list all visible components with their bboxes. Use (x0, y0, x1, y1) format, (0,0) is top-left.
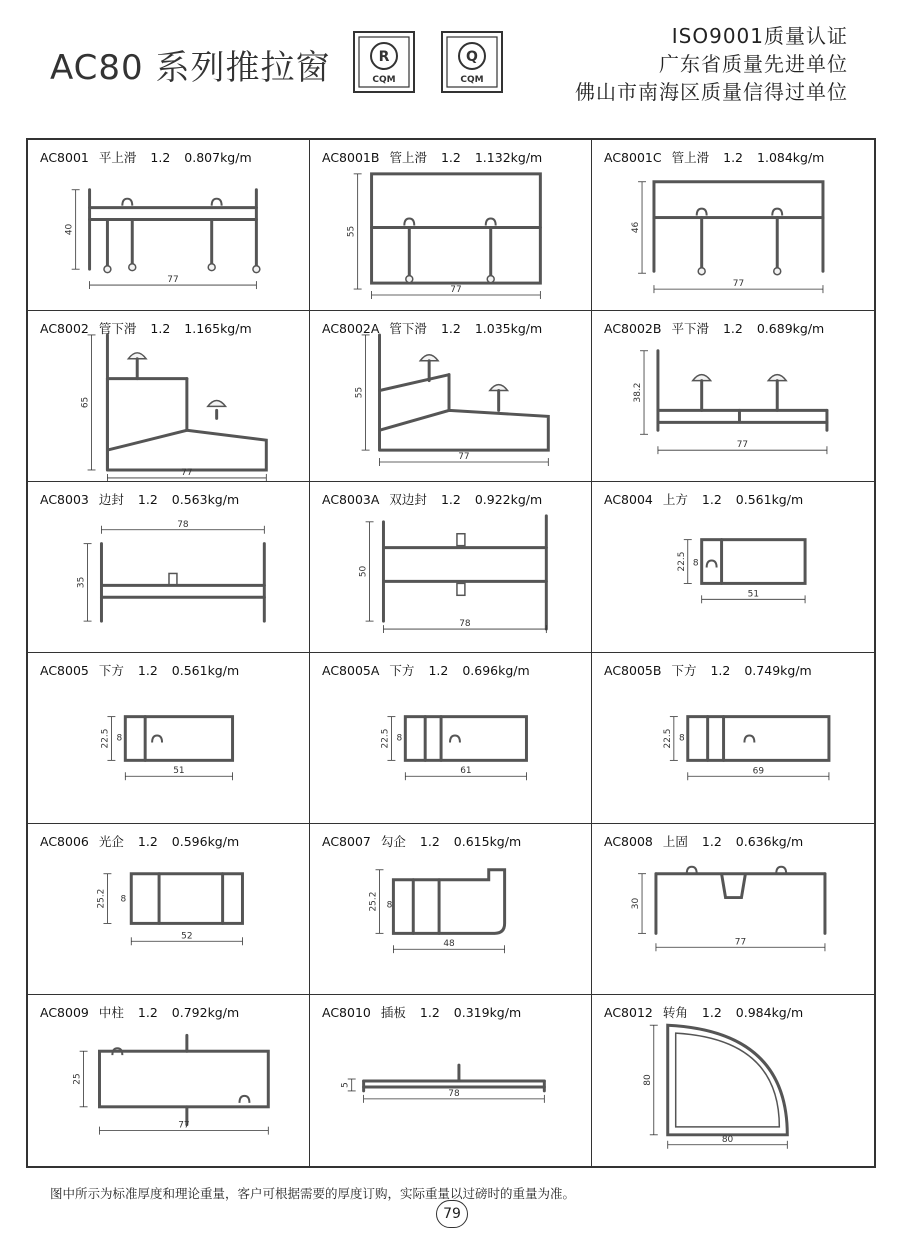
profile-code: AC8007 (322, 834, 371, 849)
svg-text:22.5: 22.5 (100, 728, 111, 749)
profile-weight: 0.807kg/m (184, 150, 252, 165)
profile-drawing (592, 482, 874, 652)
profile-name: 管上滑 (671, 150, 710, 165)
profile-cell (28, 311, 310, 482)
svg-text:22.5: 22.5 (380, 728, 391, 749)
profile-thickness: 1.2 (428, 663, 449, 678)
profile-weight: 0.689kg/m (756, 321, 825, 336)
profile-thickness: 1.2 (723, 150, 744, 165)
profile-drawing (28, 482, 309, 652)
cqm-r-logo (352, 30, 416, 94)
profile-code: AC8008 (604, 834, 653, 849)
profile-code: AC8001 (40, 150, 89, 165)
profile-thickness: 1.2 (150, 321, 171, 336)
profile-drawing (592, 140, 874, 310)
profile-drawing (310, 482, 591, 652)
profile-thickness: 1.2 (440, 321, 461, 336)
svg-text:51: 51 (747, 589, 760, 600)
svg-text:38.2: 38.2 (633, 382, 644, 403)
svg-text:5: 5 (340, 1082, 351, 1088)
profile-code: AC8009 (40, 1005, 89, 1020)
profile-thickness: 1.2 (419, 1005, 440, 1020)
profile-code: AC8005A (322, 663, 380, 678)
profile-name: 上方 (662, 492, 688, 507)
profile-thickness: 1.2 (137, 492, 158, 507)
svg-text:8: 8 (396, 733, 403, 744)
svg-text:77: 77 (736, 440, 749, 451)
profile-drawing (310, 653, 591, 823)
svg-text:78: 78 (459, 619, 471, 630)
svg-text:77: 77 (734, 937, 747, 948)
profile-name: 下方 (671, 663, 697, 678)
profile-weight: 0.561kg/m (171, 663, 240, 678)
svg-text:22.5: 22.5 (662, 728, 673, 749)
profile-weight: 0.319kg/m (453, 1005, 522, 1020)
profile-name: 插板 (380, 1005, 406, 1020)
certifications (575, 22, 848, 106)
svg-text:25.2: 25.2 (96, 888, 107, 909)
profile-drawing (592, 653, 874, 823)
svg-text:78: 78 (448, 1088, 460, 1099)
cqm-q-logo (440, 30, 504, 94)
profile-name: 平上滑 (98, 150, 137, 165)
profile-code: AC8005B (604, 663, 662, 678)
profile-cell (592, 995, 874, 1166)
profile-cell (592, 653, 874, 824)
profile-weight: 0.792kg/m (171, 1005, 240, 1020)
profile-weight: 0.984kg/m (735, 1005, 804, 1020)
svg-text:8: 8 (116, 733, 123, 744)
profile-name: 勾企 (380, 834, 406, 849)
profile-drawing (28, 140, 309, 310)
page-title: AC80 系列推拉窗 (50, 48, 331, 88)
profile-name: 中柱 (98, 1005, 124, 1020)
profile-weight: 0.636kg/m (735, 834, 804, 849)
profile-weight: 1.084kg/m (757, 150, 825, 165)
svg-text:22.5: 22.5 (676, 551, 687, 572)
profile-drawing (310, 311, 591, 481)
profile-name: 边封 (98, 492, 124, 507)
svg-text:65: 65 (80, 396, 91, 409)
svg-text:78: 78 (177, 519, 189, 530)
profile-code: AC8001C (604, 150, 662, 165)
profile-drawing (592, 311, 874, 481)
profile-drawing (28, 311, 309, 481)
profile-thickness: 1.2 (722, 321, 743, 336)
profile-cell (310, 995, 592, 1166)
profile-thickness: 1.2 (150, 150, 171, 165)
logo2-text: CQM (460, 75, 484, 85)
profile-drawing (28, 995, 309, 1166)
svg-text:25.2: 25.2 (368, 891, 379, 912)
svg-text:77: 77 (167, 275, 179, 286)
profile-code: AC8003 (40, 492, 89, 507)
profile-code: AC8006 (40, 834, 89, 849)
svg-text:77: 77 (450, 285, 462, 296)
page-number: 79 (436, 1200, 468, 1228)
profile-cell (28, 140, 310, 311)
footnote: 图中所示为标准厚度和理论重量，客户可根据需要的厚度订购，实际重量以过磅时的重量为准。 (50, 1186, 576, 1201)
profile-thickness: 1.2 (710, 663, 731, 678)
profile-name: 下方 (389, 663, 415, 678)
profile-thickness: 1.2 (440, 150, 461, 165)
profile-drawing (592, 824, 874, 994)
cert-line: 佛山市南海区质量信得过单位 (575, 80, 848, 104)
profile-weight: 0.749kg/m (744, 663, 812, 678)
profile-code: AC8001B (322, 150, 380, 165)
profile-name: 平下滑 (671, 321, 709, 336)
profile-cell (28, 482, 310, 653)
profile-grid (26, 138, 876, 1168)
profile-weight: 0.561kg/m (735, 492, 804, 507)
profile-cell (310, 140, 592, 311)
svg-text:25: 25 (72, 1073, 83, 1085)
profile-code: AC8005 (40, 663, 89, 678)
profile-weight: 0.696kg/m (462, 663, 530, 678)
profile-code: AC8003A (322, 492, 380, 507)
svg-text:52: 52 (181, 931, 193, 942)
profile-cell (592, 140, 874, 311)
logo2-mark: Q (466, 49, 478, 65)
profile-code: AC8002A (322, 321, 380, 336)
svg-text:69: 69 (752, 766, 765, 777)
profile-code: AC8010 (322, 1005, 371, 1020)
profile-cell (28, 824, 310, 995)
profile-name: 上固 (662, 834, 688, 849)
svg-text:35: 35 (76, 576, 87, 589)
profile-name: 下方 (98, 663, 124, 678)
profile-cell (592, 311, 874, 482)
profile-drawing (592, 995, 874, 1166)
profile-thickness: 1.2 (137, 834, 158, 849)
profile-thickness: 1.2 (701, 492, 722, 507)
profile-name: 管上滑 (389, 150, 427, 165)
svg-text:61: 61 (460, 766, 472, 777)
profile-name: 光企 (98, 834, 124, 849)
profile-thickness: 1.2 (137, 663, 158, 678)
profile-cell (28, 995, 310, 1166)
svg-text:51: 51 (173, 766, 185, 777)
profile-name: 转角 (662, 1005, 688, 1020)
svg-text:40: 40 (64, 223, 75, 236)
svg-text:80: 80 (642, 1074, 653, 1086)
profile-name: 管下滑 (98, 321, 137, 336)
profile-cell (28, 653, 310, 824)
profile-weight: 0.922kg/m (474, 492, 543, 507)
svg-text:77: 77 (181, 467, 193, 478)
svg-text:55: 55 (346, 225, 357, 238)
profile-thickness: 1.2 (137, 1005, 158, 1020)
profile-code: AC8004 (604, 492, 653, 507)
profile-weight: 1.035kg/m (474, 321, 543, 336)
svg-text:50: 50 (358, 565, 369, 578)
profile-code: AC8012 (604, 1005, 653, 1020)
svg-text:80: 80 (721, 1134, 734, 1145)
logo1-text: CQM (372, 75, 396, 85)
cert-line: 广东省质量先进单位 (659, 52, 848, 76)
svg-text:8: 8 (386, 900, 393, 911)
svg-text:77: 77 (178, 1120, 190, 1131)
profile-drawing (28, 824, 309, 994)
profile-thickness: 1.2 (440, 492, 461, 507)
profile-thickness: 1.2 (419, 834, 440, 849)
profile-weight: 1.165kg/m (184, 321, 252, 336)
profile-drawing (310, 824, 591, 994)
profile-drawing (310, 140, 591, 310)
profile-cell (310, 653, 592, 824)
profile-drawing (310, 995, 591, 1166)
svg-text:55: 55 (354, 386, 365, 399)
profile-drawing (28, 653, 309, 823)
profile-thickness: 1.2 (701, 1005, 722, 1020)
svg-text:8: 8 (678, 733, 685, 744)
svg-text:77: 77 (458, 452, 470, 463)
profile-cell (310, 482, 592, 653)
profile-code: AC8002B (604, 321, 662, 336)
profile-name: 双边封 (389, 492, 427, 507)
profile-cell (592, 482, 874, 653)
logo1-mark: R (378, 49, 390, 65)
profile-weight: 0.596kg/m (171, 834, 240, 849)
profile-thickness: 1.2 (701, 834, 722, 849)
svg-text:8: 8 (692, 558, 699, 569)
profile-weight: 0.563kg/m (171, 492, 240, 507)
svg-text:8: 8 (120, 894, 127, 905)
svg-text:77: 77 (732, 279, 745, 290)
cert-line: ISO9001质量认证 (671, 24, 848, 48)
profile-name: 管下滑 (389, 321, 427, 336)
svg-text:30: 30 (631, 897, 642, 910)
profile-cell (310, 824, 592, 995)
profile-weight: 0.615kg/m (453, 834, 522, 849)
profile-weight: 1.132kg/m (474, 150, 543, 165)
profile-cell (592, 824, 874, 995)
svg-text:46: 46 (631, 221, 642, 234)
profile-cell (310, 311, 592, 482)
svg-text:48: 48 (443, 939, 455, 950)
profile-code: AC8002 (40, 321, 89, 336)
